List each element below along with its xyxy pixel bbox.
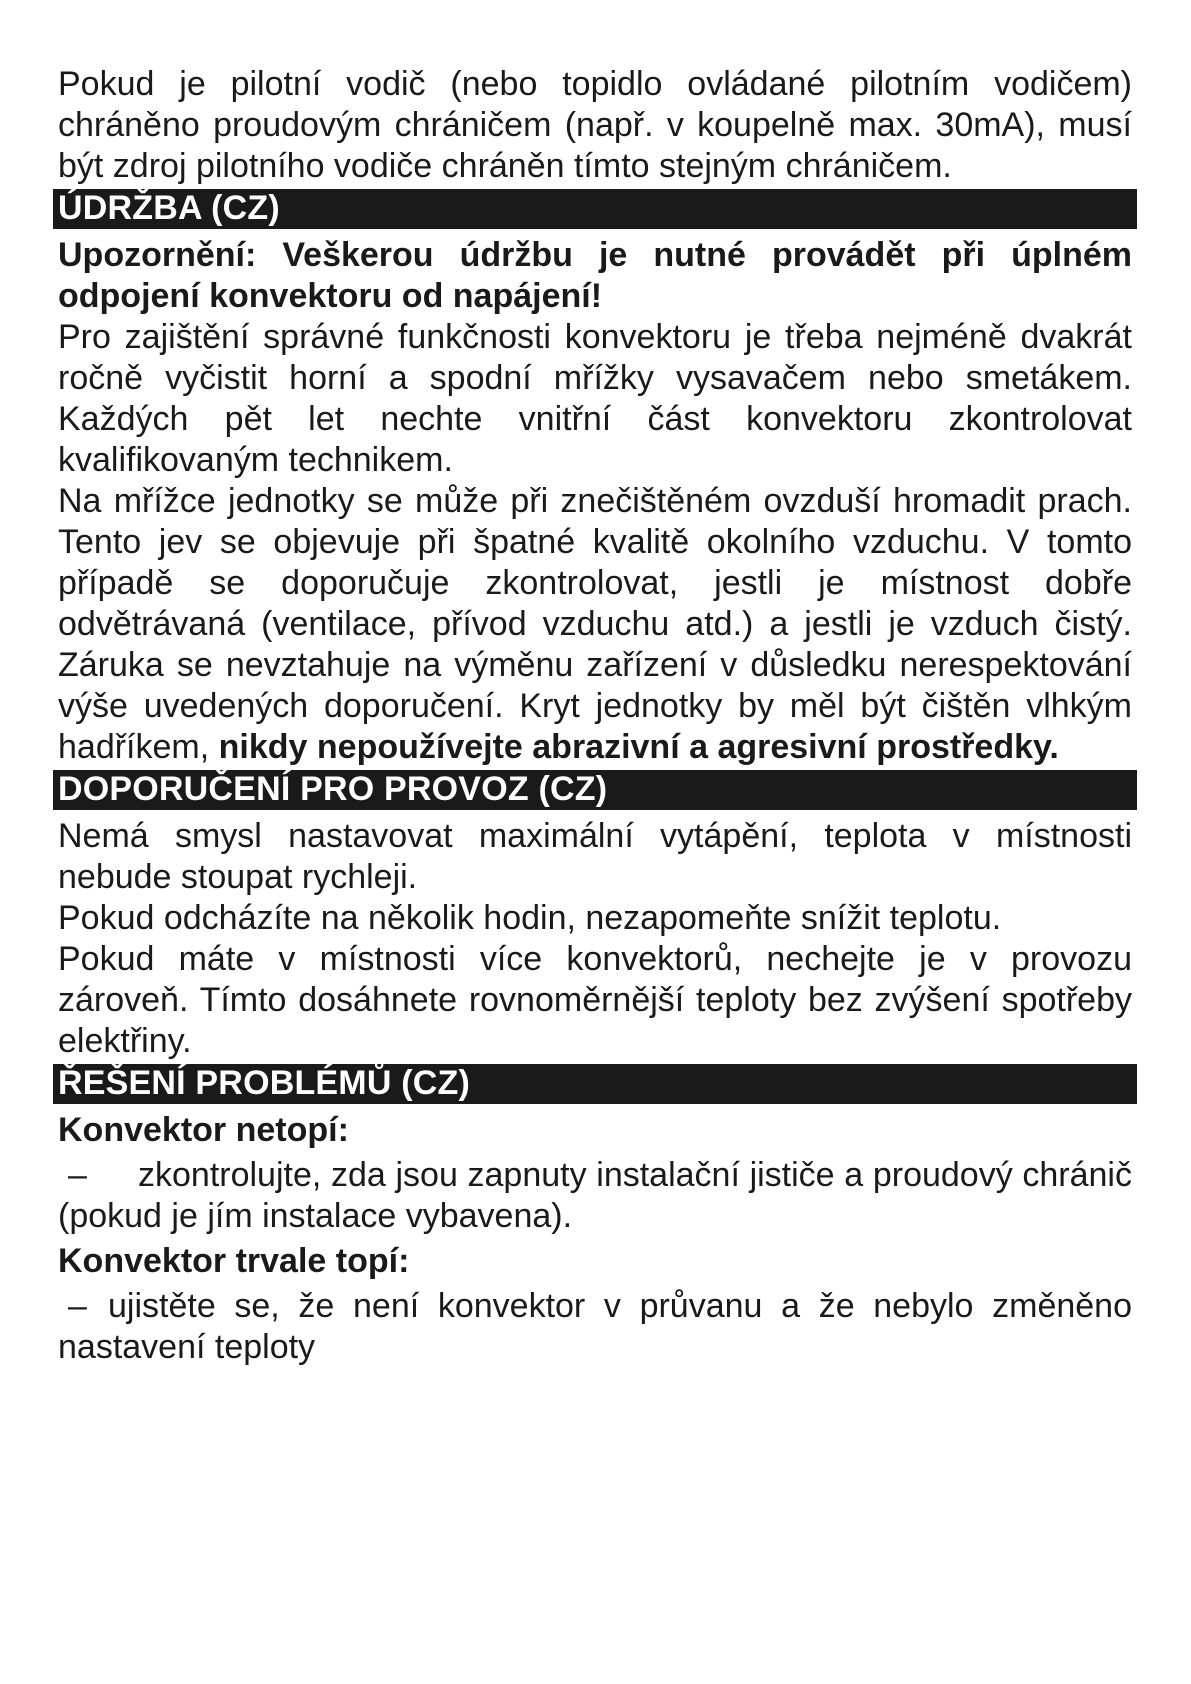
- dash-marker: –: [68, 1287, 87, 1325]
- section-heading-maintenance: ÚDRŽBA (CZ): [53, 189, 1137, 229]
- solution-text: zkontrolujte, zda jsou zapnuty instalační jističe a proudový chránič (pokud je jím instalace vybavena).: [58, 1156, 1132, 1235]
- manual-page: [58, 64, 1132, 1368]
- section-heading-troubleshooting: ŘEŠENÍ PROBLÉMŮ (CZ): [53, 1064, 1137, 1104]
- operation-paragraph-3: Pokud máte v místnosti více konvektorů, nechejte je v provozu zároveň. Tímto dosáhnete rovnoměrnější teploty bez zvýšení spotřeby elektřiny.: [58, 940, 1132, 1060]
- maintenance-paragraph-1: Pro zajištění správné funkčnosti konvektoru je třeba nejméně dvakrát ročně vyčistit horní a spodní mřížky vysavačem nebo smetákem. Každých pět let nechte vnitřní část konvektoru zkontrolovat kvalifikovaným technikem.: [58, 318, 1132, 479]
- dash-marker: –: [68, 1156, 87, 1194]
- solution-text: ujistěte se, že není konvektor v průvanu a že nebylo změněno nastavení teploty: [58, 1287, 1132, 1366]
- intro-paragraph: Pokud je pilotní vodič (nebo topidlo ovládané pilotním vodičem) chráněno proudovým chráničem (např. v koupelně max. 30mA), musí být zdroj pilotního vodiče chráněn tímto stejným chráničem.: [58, 65, 1132, 185]
- maintenance-paragraph-2-normal: Na mřížce jednotky se může při znečištěném ovzduší hromadit prach. Tento jev se objevuje při špatné kvalitě okolního vzduchu. V tomto případě se doporučuje zkontrolovat, jestli je místnost dobře odvětrávaná (ventilace, přívod vzduchu atd.) a jestli je vzduch čistý. Záruka se nevztahuje na výměnu zařízení v důsledku nerespektování výše uvedených doporučení. Kryt jednotky by měl být čištěn vlhkým hadříkem,: [58, 482, 1132, 766]
- maintenance-warning: Upozornění: Veškerou údržbu je nutné provádět při úplném odpojení konvektoru od napájení!: [58, 236, 1132, 315]
- operation-paragraph-2: Pokud odcházíte na několik hodin, nezapomeňte snížit teplotu.: [58, 899, 1002, 937]
- operation-paragraph-1: Nemá smysl nastavovat maximální vytápění, teplota v místnosti nebude stoupat rychleji.: [58, 817, 1132, 896]
- problem-solution-no-heating: [58, 1155, 1132, 1237]
- problem-solution-constant-heating: [58, 1286, 1132, 1368]
- problem-heading-constant-heating: Konvektor trvale topí:: [58, 1242, 410, 1280]
- maintenance-paragraph-2: [58, 481, 1132, 768]
- maintenance-paragraph-2-bold: nikdy nepoužívejte abrazivní a agresivní prostředky.: [218, 728, 1059, 766]
- section-heading-operation: DOPORUČENÍ PRO PROVOZ (CZ): [53, 770, 1137, 810]
- problem-heading-no-heating: Konvektor netopí:: [58, 1111, 349, 1149]
